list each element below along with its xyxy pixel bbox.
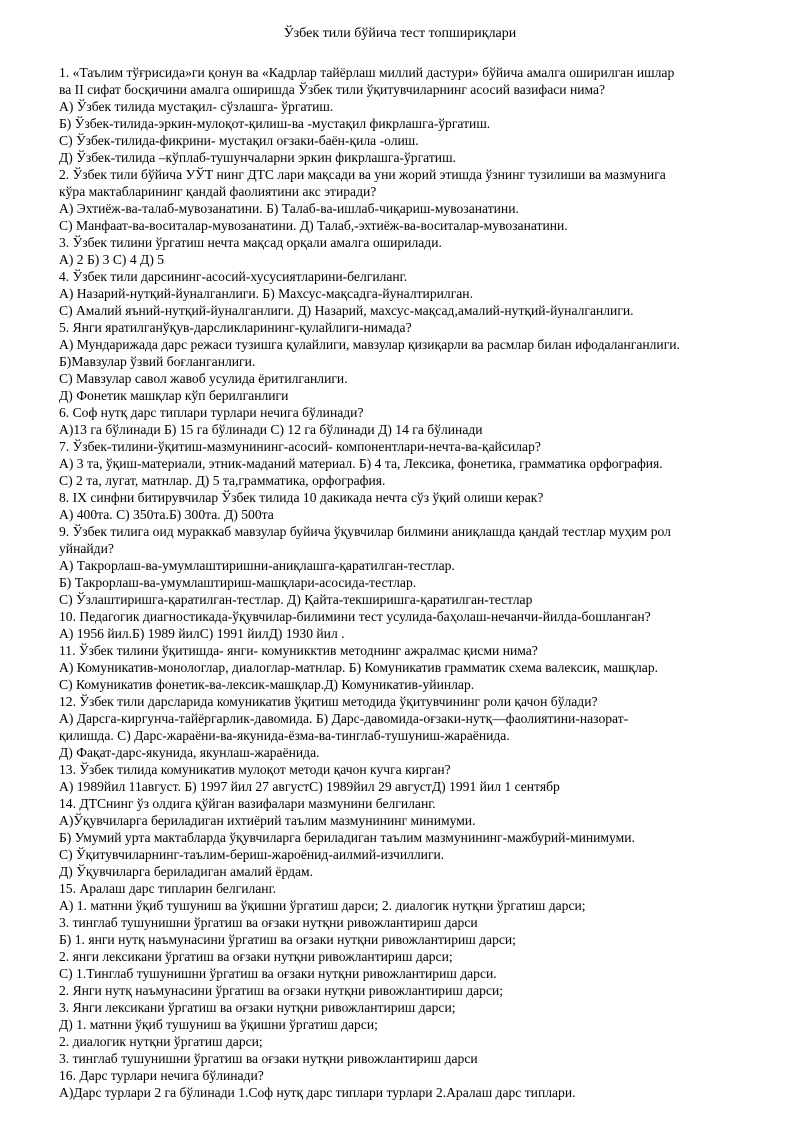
text-line: 2. Ўзбек тили бўйича УЎТ нинг ДТС лари мақсади ва уни жорий этишда ўзнинг тузилиши ва мазмунига xyxy=(59,167,666,182)
text-line: 16. Дарс турлари нечига бўлинади? xyxy=(59,1068,264,1083)
text-line: А)Ўқувчиларга бериладиган ихтиёрий таълим мазмунининг минимуми. xyxy=(59,813,476,828)
text-line: Д) 1. матнни ўқиб тушуниш ва ўқишни ўргатиш дарси; xyxy=(59,1017,378,1032)
text-line: 12. Ўзбек тили дарсларида комуникатив ўқитиш методида ўқитувчининг роли қачон бўлади? xyxy=(59,694,598,709)
text-line: Д) Фақат-дарс-якунида, якунлаш-жараёнида. xyxy=(59,745,320,760)
text-line: уйнайди? xyxy=(59,541,114,556)
text-line: 3. Янги лексикани ўргатиш ва оғзаки нутқни ривожлантириш дарси; xyxy=(59,1000,456,1015)
text-line: 1. «Таълим тўғрисида»ги қонун ва «Кадрлар тайёрлаш миллий дастури» бўйича амалга оширилган ишлар xyxy=(59,65,675,80)
document-title: Ўзбек тили бўйича тест топшириқлари xyxy=(283,26,517,41)
text-line: С) Ўқитувчиларнинг-таълим-бериш-жароёнид-аилмий-изчиллиги. xyxy=(59,847,445,862)
text-line: А) Комуникатив-монологлар, диалоглар-матнлар. Б) Комуникатив грамматик схема валексик, машқлар. xyxy=(59,660,659,675)
text-line: А)13 га бўлинади Б) 15 га бўлинади С) 12 га бўлинади Д) 14 га бўлинади xyxy=(59,422,483,437)
text-line: 11. Ўзбек тилини ўқитишда- янги- комуникктив методнинг ажралмас қисми нима? xyxy=(59,643,538,658)
text-line: С) Манфаат-ва-воситалар-мувозанатини. Д) Талаб,-эхтиёж-ва-воситалар-мувозанатини. xyxy=(59,218,568,233)
text-line: 10. Педагогик диагностикада-ўқувчилар-билимини тест усулида-баҳолаш-нечанчи-йилда-бошланган? xyxy=(59,609,651,624)
text-line: 2. диалогик нутқни ўргатиш дарси; xyxy=(59,1034,263,1049)
text-line: А) 1. матнни ўқиб тушуниш ва ўқишни ўргатиш дарси; 2. диалогик нутқни ўргатиш дарси; xyxy=(59,898,586,913)
text-line: А) Эхтиёж-ва-талаб-мувозанатини. Б) Талаб-ва-ишлаб-чиқариш-мувозанатини. xyxy=(59,201,519,216)
text-line: С) 2 та, лугат, матнлар. Д) 5 та,грамматика, орфография. xyxy=(59,473,386,488)
text-line: А) Ўзбек тилида мустақил- сўзлашга- ўргатиш. xyxy=(59,99,334,114)
text-line: 6. Соф нутқ дарс типлари турлари нечига бўлинади? xyxy=(59,405,364,420)
text-line: Д) Фонетик машқлар кўп берилганлиги xyxy=(59,388,289,403)
text-line: А) Назарий-нутқий-йуналганлиги. Б) Махсус-мақсадга-йуналтирилган. xyxy=(59,286,473,301)
text-line: қилишда. С) Дарс-жараёни-ва-якунида-ёзма-ва-тинглаб-тушуниш-жараёнида. xyxy=(59,728,510,743)
text-line: А) 2 Б) 3 С) 4 Д) 5 xyxy=(59,252,165,267)
text-line: Д) Ўзбек-тилида –кўплаб-тушунчаларни эркин фикрлашга-ўргатиш. xyxy=(59,150,456,165)
text-line: А) 400та. С) 350та.Б) 300та. Д) 500та xyxy=(59,507,274,522)
text-line: 2. янги лексикани ўргатиш ва оғзаки нутқни ривожлантириш дарси; xyxy=(59,949,453,964)
text-line: 3. тинглаб тушунишни ўргатиш ва оғзаки нутқни ривожлантириш дарси xyxy=(59,915,478,930)
text-line: А)Дарс турлари 2 га бўлинади 1.Соф нутқ дарс типлари турлари 2.Аралаш дарс типлари. xyxy=(59,1085,576,1100)
text-line: 3. тинглаб тушунишни ўргатиш ва оғзаки нутқни ривожлантириш дарси xyxy=(59,1051,478,1066)
text-line: Б) Умумий урта мактабларда ўқувчиларга бериладиган таълим мазмунининг-мажбурий-минимуми. xyxy=(59,830,635,845)
text-line: Б) Ўзбек-тилида-эркин-мулоқот-қилиш-ва -мустақил фикрлашга-ўргатиш. xyxy=(59,116,491,131)
text-line: 8. IX синфни битирувчилар Ўзбек тилида 10 дакикада нечта сўз ўқий олиши керак? xyxy=(59,490,544,505)
text-line: С) Мавзулар савол жавоб усулида ёритилганлиги. xyxy=(59,371,348,386)
text-line: С) Ўзлаштиришга-қаратилган-тестлар. Д) Қайта-текширишга-қаратилган-тестлар xyxy=(59,592,533,607)
text-line: С) Комуникатив фонетик-ва-лексик-машқлар.Д) Комуникатив-уйинлар. xyxy=(59,677,475,692)
text-line: Б)Мавзулар ўзвий боғланганлиги. xyxy=(59,354,256,369)
text-line: 5. Янги яратилганўқув-дарсликларининг-қулайлиги-нимада? xyxy=(59,320,412,335)
text-line: 2. Янги нутқ наъмунасини ўргатиш ва оғзаки нутқни ривожлантириш дарси; xyxy=(59,983,504,998)
text-line: Б) 1. янги нутқ наъмунасини ўргатиш ва оғзаки нутқни ривожлантириш дарси; xyxy=(59,932,516,947)
text-line: 3. Ўзбек тилини ўргатиш нечта мақсад орқали амалга оширилади. xyxy=(59,235,442,250)
text-line: С) Амалий яъний-нутқий-йуналганлиги. Д) Назарий, махсус-мақсад,амалий-нутқий-йуналганлиги. xyxy=(59,303,634,318)
text-line: А) Дарсга-киргунча-тайёргарлик-давомида. Б) Дарс-давомида-оғзаки-нутқ—фаолиятини-назорат- xyxy=(59,711,629,726)
text-line: 14. ДТСнинг ўз олдига қўйган вазифалари мазмунини белгиланг. xyxy=(59,796,436,811)
text-line: А) 1989йил 11август. Б) 1997 йил 27 августС) 1989йил 29 августД) 1991 йил 1 сентябр xyxy=(59,779,560,794)
text-line: С) Ўзбек-тилида-фикрини- мустақил оғзаки-баён-қила -олиш. xyxy=(59,133,419,148)
text-line: Б) Такрорлаш-ва-умумлаштириш-машқлари-асосида-тестлар. xyxy=(59,575,417,590)
text-line: А) 3 та, ўқиш-материали, этник-маданий материал. Б) 4 та, Лексика, фонетика, грамматика орфография. xyxy=(59,456,663,471)
text-line: 9. Ўзбек тилига оид мураккаб мавзулар буйича ўқувчилар билмини аниқлашда қандай тестлар муҳим рол xyxy=(59,524,671,539)
text-line: А) Такрорлаш-ва-умумлаштиришни-аниқлашга-қаратилган-тестлар. xyxy=(59,558,455,573)
text-line: Д) Ўқувчиларга бериладиган амалий ёрдам. xyxy=(59,864,314,879)
document-body xyxy=(59,64,749,1101)
text-line: ва II сифат босқичини амалга оширишда Ўзбек тили ўқитувчиларнинг асосий вазифаси нима? xyxy=(59,82,606,97)
text-line: 15. Аралаш дарс типларин белгиланг. xyxy=(59,881,277,896)
text-line: 13. Ўзбек тилида комуникатив мулоқот методи қачон кучга кирган? xyxy=(59,762,451,777)
text-line: 7. Ўзбек-тилини-ўқитиш-мазмунининг-асосий- компонентлари-нечта-ва-қайсилар? xyxy=(59,439,541,454)
text-line: А) Мундарижада дарс режаси тузишга қулайлиги, мавзулар қизиқарли ва расмлар билан ифодаланганлиги. xyxy=(59,337,680,352)
text-line: кўра мактабларининг қандай фаолиятини акс этиради? xyxy=(59,184,377,199)
text-line: С) 1.Тинглаб тушунишни ўргатиш ва оғзаки нутқни ривожлантириш дарси. xyxy=(59,966,497,981)
text-line: 4. Ўзбек тили дарсининг-асосий-хусусиятларини-белгиланг. xyxy=(59,269,408,284)
text-line: А) 1956 йил.Б) 1989 йилС) 1991 йилД) 1930 йил . xyxy=(59,626,345,641)
